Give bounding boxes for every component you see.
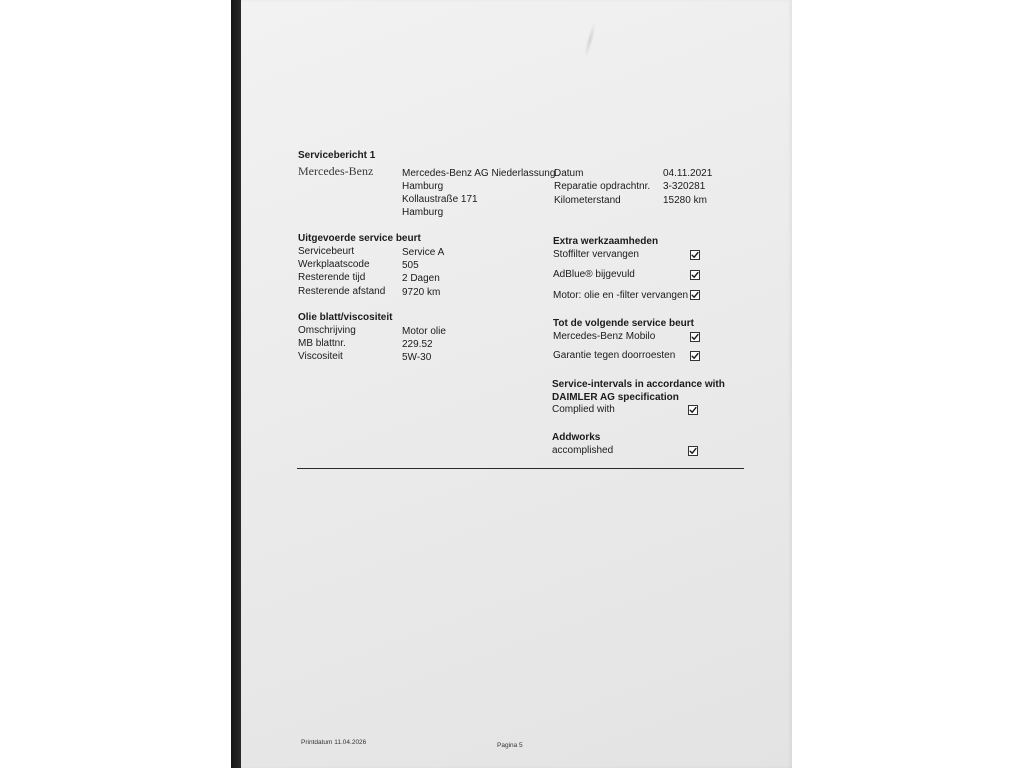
meta-value-date: 04.11.2021	[663, 168, 713, 179]
print-date: Printdatum 11.04.2026	[301, 739, 367, 746]
meta-label-date: Datum	[554, 168, 584, 179]
meta-value-mileage: 15280 km	[663, 195, 707, 206]
addworks-item-checkbox[interactable]	[688, 446, 698, 456]
brand-logo-text: Mercedes-Benz	[298, 164, 374, 178]
extra-item-label: AdBlue® bijgevuld	[553, 269, 635, 280]
service-value: 505	[402, 260, 419, 271]
section-divider	[297, 468, 744, 469]
service-heading: Uitgevoerde service beurt	[298, 233, 421, 244]
next-item-checkbox[interactable]	[690, 332, 700, 342]
service-label: Werkplaatscode	[298, 259, 370, 270]
next-item-label: Garantie tegen doorroesten	[553, 350, 676, 361]
page-number: Pagina 5	[497, 742, 523, 749]
dealer-line: Mercedes-Benz AG Niederlassung	[402, 168, 556, 179]
service-value: 9720 km	[402, 287, 441, 298]
check-mark-icon	[689, 447, 697, 455]
oil-label: Omschrijving	[298, 325, 356, 336]
intervals-heading: Service-intervals in accordance with	[552, 379, 725, 390]
extra-item-checkbox[interactable]	[690, 290, 700, 300]
check-mark-icon	[691, 291, 699, 299]
addworks-item-label: accomplished	[552, 445, 614, 456]
dealer-line: Kollaustraße 171	[402, 194, 478, 205]
service-label: Servicebeurt	[298, 246, 355, 257]
check-mark-icon	[691, 333, 699, 341]
service-label: Resterende tijd	[298, 272, 366, 283]
paper-crease	[582, 22, 597, 58]
meta-label-mileage: Kilometerstand	[554, 195, 621, 206]
dealer-line: Hamburg	[402, 181, 444, 192]
dealer-line: Hamburg	[402, 207, 444, 218]
oil-heading: Olie blatt/viscositeit	[298, 312, 393, 323]
extra-item-label: Motor: olie en -filter vervangen	[553, 290, 689, 301]
intervals-item-checkbox[interactable]	[688, 405, 698, 415]
service-value: Service A	[402, 247, 445, 258]
oil-label: MB blattnr.	[298, 338, 346, 349]
check-mark-icon	[691, 271, 699, 279]
oil-value: Motor olie	[402, 326, 446, 337]
photo-background-edge	[231, 0, 241, 768]
intervals-item-label: Complied with	[552, 404, 615, 415]
next-heading: Tot de volgende service beurt	[553, 318, 694, 329]
extra-item-label: Stoffilter vervangen	[553, 249, 639, 260]
meta-value-order: 3-320281	[663, 181, 706, 192]
intervals-heading: DAIMLER AG specification	[552, 392, 679, 403]
check-mark-icon	[691, 352, 699, 360]
oil-value: 229.52	[402, 339, 433, 350]
oil-value: 5W-30	[402, 352, 432, 363]
extra-item-checkbox[interactable]	[690, 270, 700, 280]
service-value: 2 Dagen	[402, 273, 440, 284]
oil-label: Viscositeit	[298, 351, 343, 362]
next-item-label: Mercedes-Benz Mobilo	[553, 331, 656, 342]
next-item-checkbox[interactable]	[690, 351, 700, 361]
extra-heading: Extra werkzaamheden	[553, 236, 659, 247]
check-mark-icon	[689, 406, 697, 414]
service-label: Resterende afstand	[298, 286, 386, 297]
addworks-heading: Addworks	[552, 432, 601, 443]
document-title: Servicebericht 1	[298, 150, 376, 161]
meta-label-order: Reparatie opdrachtnr.	[554, 181, 651, 192]
check-mark-icon	[691, 251, 699, 259]
extra-item-checkbox[interactable]	[690, 250, 700, 260]
